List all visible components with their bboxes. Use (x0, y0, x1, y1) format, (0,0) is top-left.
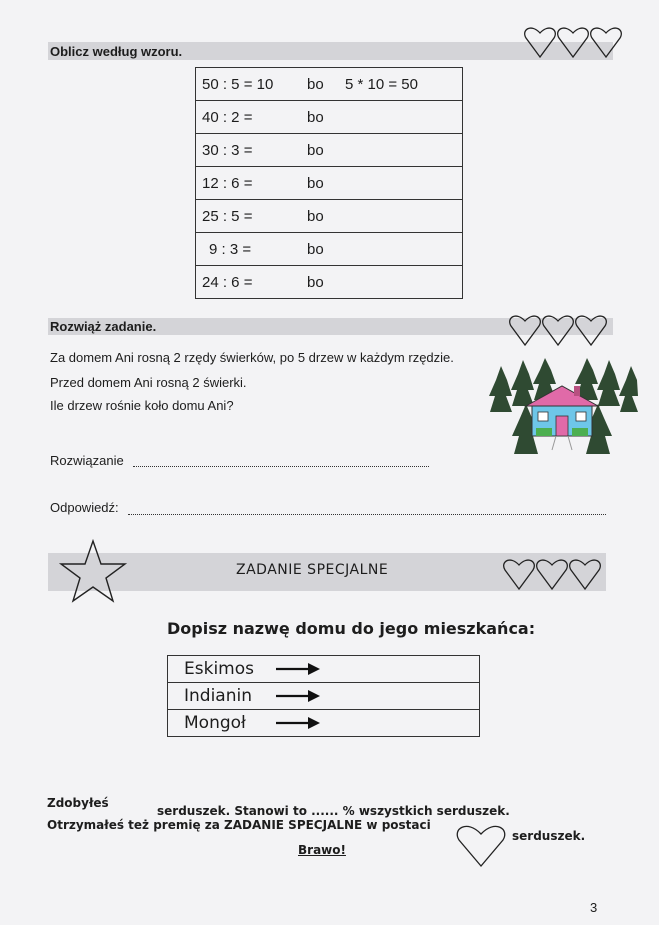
arrow-right-icon (276, 690, 320, 702)
inhabitant-name: Mongoł (184, 713, 246, 733)
arrow-right-icon (276, 717, 320, 729)
solution-line[interactable] (133, 466, 429, 467)
problem-text: Przed domem Ani rosną 2 świerki. (50, 375, 247, 390)
table-row[interactable] (168, 656, 480, 683)
table-row: 12 : 6 = bo (196, 167, 463, 200)
table-row[interactable] (168, 710, 480, 737)
bravo-text: Brawo! (298, 843, 346, 857)
summary-percent-text: serduszek. Stanowi to ...... % wszystkich serduszek. (157, 804, 510, 818)
homes-table (167, 655, 480, 737)
heart-icon (455, 822, 507, 868)
table-row: 40 : 2 = bo (196, 101, 463, 134)
section-title: Oblicz według wzoru. (50, 44, 183, 59)
table-row: 30 : 3 = bo (196, 134, 463, 167)
summary-hearts-word: serduszek. (512, 829, 586, 843)
solution-label: Rozwiązanie (50, 453, 124, 468)
answer-label: Odpowiedź: (50, 500, 119, 515)
summary-earned-label: Zdobyłeś (47, 796, 109, 810)
problem-question: Ile drzew rośnie koło domu Ani? (50, 398, 234, 413)
star-icon (58, 538, 128, 604)
table-row: 9 : 3 = bo (196, 233, 463, 266)
table-row[interactable] (168, 683, 480, 710)
inhabitant-name: Indianin (184, 686, 252, 706)
special-instruction: Dopisz nazwę domu do jego mieszkańca: (167, 619, 536, 638)
special-task-title: ZADANIE SPECJALNE (236, 562, 389, 578)
division-table (195, 67, 463, 299)
answer-line[interactable] (128, 514, 606, 515)
hearts-icon (508, 312, 608, 348)
page-number: 3 (590, 900, 598, 915)
arrow-right-icon (276, 663, 320, 675)
hearts-icon (523, 24, 623, 60)
section-title: Rozwiąż zadanie. (50, 319, 157, 334)
hearts-icon (502, 556, 602, 592)
table-row: 50 : 5 = 10 bo 5 * 10 = 50 (196, 68, 463, 101)
inhabitant-name: Eskimos (184, 659, 254, 679)
table-row: 24 : 6 = bo (196, 266, 463, 299)
problem-text: Za domem Ani rosną 2 rzędy świerków, po 5 drzew w każdym rzędzie. (50, 350, 454, 365)
house-with-trees-illustration (486, 356, 638, 456)
summary-bonus-text: Otrzymałeś też premię za ZADANIE SPECJALNE w postaci (47, 818, 431, 832)
table-row: 25 : 5 = bo (196, 200, 463, 233)
